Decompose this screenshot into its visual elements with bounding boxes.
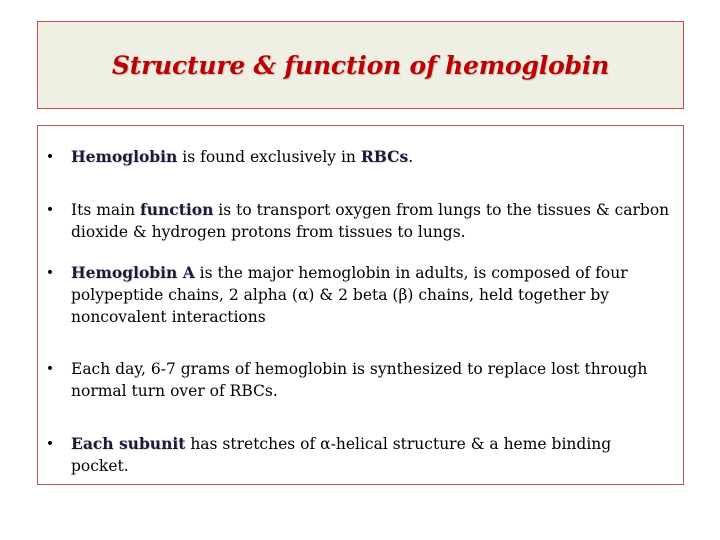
bullet-dot-icon: • [45,149,55,165]
bullet-highlight: Each subunit [71,434,186,453]
bullet-text-run: Its main [71,201,141,219]
title-box [37,21,684,109]
bullet-highlight: Hemoglobin [71,147,178,166]
bullet-text [71,358,671,402]
bullet-text [71,433,671,477]
bullet-text-run: is to transport oxygen from lungs to the tissues & carbon dioxide & hydrogen protons from tissues to lungs. [71,201,670,241]
bullet-highlight: RBCs [360,147,409,166]
bullet-highlight: Hemoglobin A [71,263,195,282]
bullet-dot-icon: • [45,361,55,377]
bullet-text-run: is the major hemoglobin in adults, is composed of four polypeptide chains, 2 alpha (α) & 2 beta (β) chains, held together by noncovalent interactions [71,264,628,326]
content-box [37,125,684,485]
bullet-highlight: function [140,200,214,219]
bullet-dot-icon: • [45,436,55,452]
bullet-text [71,262,671,328]
slide-title: Structure & function of hemoglobin [111,50,610,80]
bullet-text [71,146,671,168]
bullet-text-run: has stretches of α-helical structure & a heme binding pocket. [71,435,612,475]
bullet-dot-icon: • [45,202,55,218]
bullet-text [71,199,671,243]
bullet-dot-icon: • [45,265,55,281]
bullet-text-run: is found exclusively in [177,148,361,166]
bullet-text-run: Each day, 6-7 grams of hemoglobin is synthesized to replace lost through normal turn over of RBCs. [71,360,648,400]
bullet-text-run: . [408,148,414,166]
